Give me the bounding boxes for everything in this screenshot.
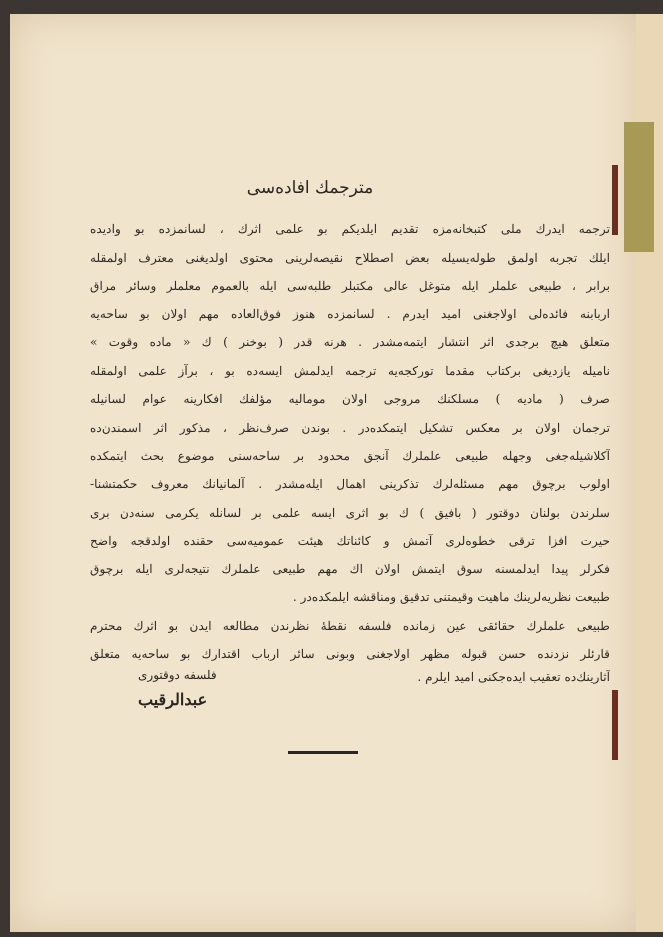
text-line: برابر ، طبیعی علملر ایله متوغل عالی مكتبلر طلبه‌سی ايله بالعموم معلملر وسائر مراق — [90, 279, 610, 293]
text-line: ترجمان اولان بر معكس تشكيل ايتمكده‌در . بوندن صرف‌نظر ، مذكور اثر اسمندن‌ده — [90, 421, 610, 435]
binding-tape — [624, 122, 654, 252]
text-line: صرف ( ماديه ) مسلكنك مروجی اولان موماليه مؤلفك افكارينه عوام لسانیله — [90, 392, 610, 406]
text-line: حيرت افزا ترقی خطوه‌لری آتمش و كائناتك هيئت عموميه‌سی حقنده اولدقجه واضح — [90, 534, 610, 548]
text-line: طبیعی علملرك حقائقی عین زمانده فلسفه نقطهٔ نظرندن مطالعه ايدن بو اثرك محترم — [90, 619, 610, 633]
text-line: ناميله يازديغی بركتاب مقدما توركجه‌يه ترجمه ايدلمش ايسه‌ده بو ، برآز علمی اولمقله — [90, 364, 610, 378]
end-rule — [288, 751, 358, 754]
page-title: مترجمك افاده‌سی — [246, 178, 374, 198]
binding-mark-top — [612, 165, 618, 235]
text-line: فكرلر پيدا ايدلمسنه سوق ايتمش اولان اك مهم طبیعی علملرك نتیجه‌لری ایله برچوق — [90, 562, 610, 576]
signature-title: فلسفه دوقتوری — [138, 668, 217, 682]
text-line: ايلك تجربه اولمق طوله‌يسیله بعض اصطلاح نقیصه‌لرینی محتوی اولدیغنی معترف اولمقله — [90, 251, 610, 265]
text-line: اولوب برچوق مهم مسئله‌لرك تذكرینی اهمال ایله‌مشدر . آلمانیانك معروف حكمتشنا- — [90, 477, 610, 491]
text-line: قارئلر نزدنده حسن قبوله مظهر اولاجغنی وبونی سائر ارباب اقتدارك بو ساحه‌یه متعلق — [90, 647, 610, 661]
signature-name: عبدالرقیب — [138, 690, 208, 709]
binding-mark-bottom — [612, 690, 618, 760]
text-line: ترجمه ایدرك ملی كتبخانه‌مزه تقدیم ایلدیكم بو علمی اثرك ، لسانمزده بو واديده — [90, 222, 610, 236]
text-line: متعلق هيچ برجدی اثر انتشار ایتمه‌مشدر . هرنه قدر ( بوخنر ) ك « ماده وقوت » — [90, 335, 610, 349]
text-line: آثارینك‌ده تعقیب ایده‌جكنی امید ایلرم . — [417, 670, 610, 684]
text-line: طبیعت نظریه‌لرينك ماهيت وقیمتنی تدقیق ومناقشه ايلمكده‌در . — [292, 590, 610, 604]
text-line: سلرندن بولنان دوقتور ( بافيق ) ك بو اثری ایسه علمی بر لسانله یكرمی سنه‌دن بری — [90, 506, 610, 520]
book-page — [10, 14, 636, 932]
text-line: اربابنه فائده‌لی اولاجغنی امید ایدرم . لسانمزده هنوز فوق‌العاده مهم اولان بو ساحه‌یه — [90, 307, 610, 321]
text-line: آكلاشيله‌جغی وجهله طبیعی علملرك آنجق محدود بر ساحه‌سنی موضوع بحث ایتمكده — [90, 449, 610, 463]
